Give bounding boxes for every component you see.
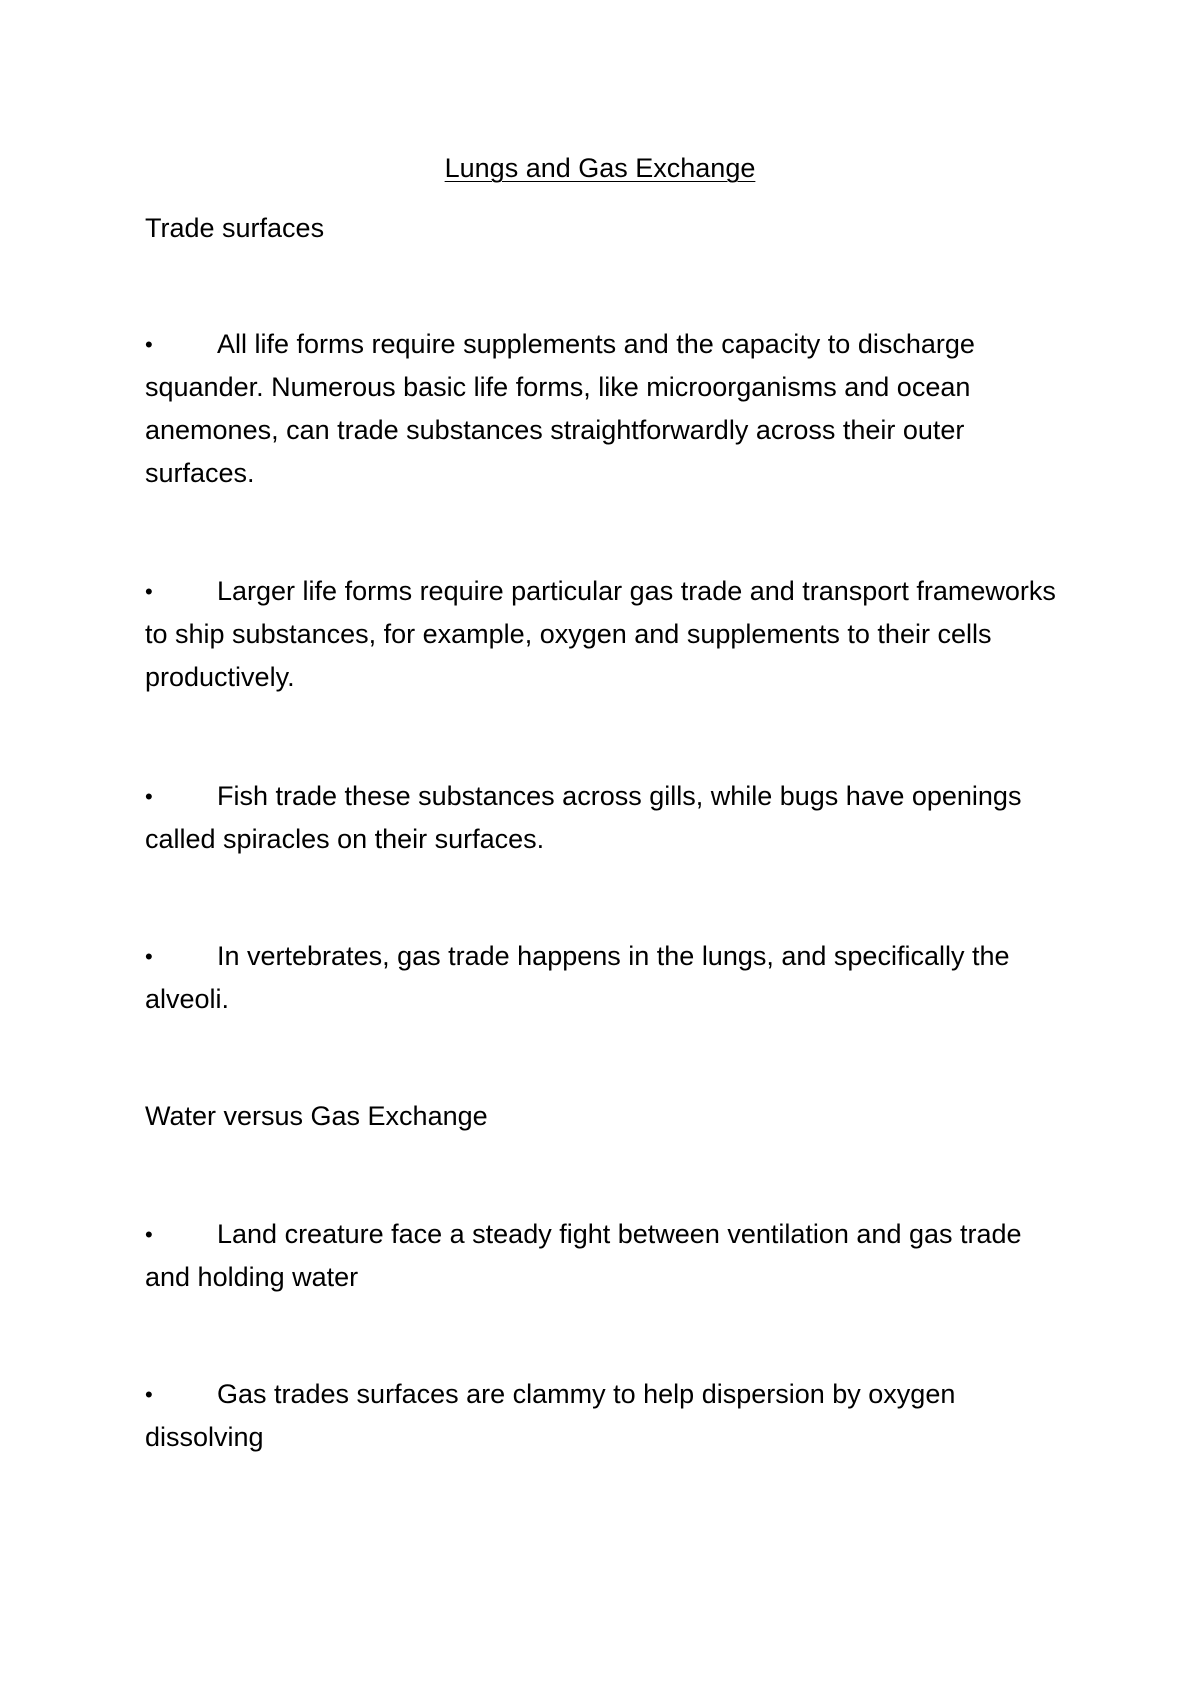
bullet-item <box>145 935 1070 1021</box>
bullet-item <box>145 1373 1070 1459</box>
bullet-text: Land creature face a steady fight between ventilation and gas trade and holding water <box>145 1219 1022 1292</box>
bullet-glyph: • <box>145 784 153 809</box>
bullet-text: Gas trades surfaces are clammy to help dispersion by oxygen dissolving <box>145 1379 956 1452</box>
bullet-text: All life forms require supplements and the capacity to discharge squander. Numerous basic life forms, like microorganisms and ocean anemones, can trade substances straightforwardly across their outer surfaces. <box>145 329 975 488</box>
bullet-glyph: • <box>145 1382 153 1407</box>
bullet-text: In vertebrates, gas trade happens in the lungs, and specifically the alveoli. <box>145 941 1010 1014</box>
section-heading-water-vs-gas: Water versus Gas Exchange <box>145 1101 488 1131</box>
bullet-glyph: • <box>145 944 153 969</box>
bullet-glyph: • <box>145 579 153 604</box>
document-title: Lungs and Gas Exchange <box>444 153 756 183</box>
bullet-item <box>145 570 1070 699</box>
bullet-glyph: • <box>145 332 153 357</box>
bullet-text: Larger life forms require particular gas trade and transport frameworks to ship substances, for example, oxygen and supplements to their cells productively. <box>145 576 1056 692</box>
bullet-item <box>145 775 1070 861</box>
bullet-item <box>145 323 1070 495</box>
bullet-item <box>145 1213 1070 1299</box>
section-heading-trade-surfaces: Trade surfaces <box>145 213 325 243</box>
bullet-glyph: • <box>145 1222 153 1247</box>
bullet-text: Fish trade these substances across gills, while bugs have openings called spiracles on their surfaces. <box>145 781 1022 854</box>
